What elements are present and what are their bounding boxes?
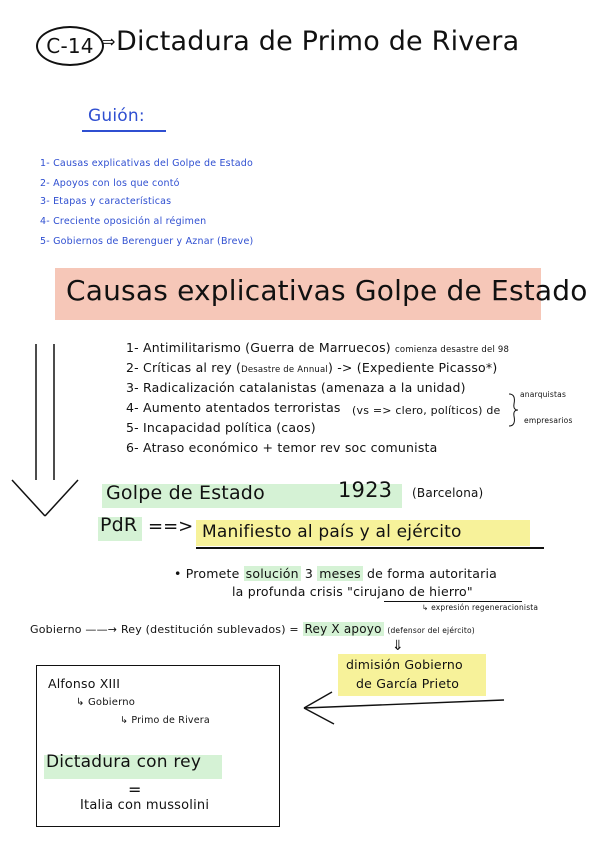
brace-branch-anarquistas: anarquistas: [520, 390, 567, 399]
chapter-badge: C-14: [36, 26, 104, 66]
golpe-year: 1923: [338, 478, 393, 502]
guion-title: Guión:: [88, 106, 145, 126]
cause-1: 1- Antimilitarismo (Guerra de Marruecos) comienza desastre del 98: [126, 340, 510, 355]
golpe-place: (Barcelona): [412, 486, 484, 500]
guion-item-3: 3- Etapas y características: [40, 196, 172, 207]
expresion-note: ↳ expresión regeneracionista: [422, 603, 539, 612]
promete-line-1: • Promete solución 3 meses de forma autoritaria: [174, 566, 497, 581]
equals-sign: =: [128, 780, 142, 799]
dimision-arrow-icon: ⇓: [392, 638, 404, 654]
cause-3: 3- Radicalización catalanistas (amenaza a la unidad): [126, 380, 466, 395]
manifiesto-label: Manifiesto al país y al ejército: [202, 522, 462, 542]
cause-2: 2- Críticas al rey (Desastre de Annual) -> (Expediente Picasso*): [126, 360, 498, 375]
dictadura-con-rey: Dictadura con rey: [46, 752, 202, 772]
guion-item-2: 2- Apoyos con los que contó: [40, 178, 180, 189]
cirujano-underline: [384, 601, 522, 602]
guion-underline: [82, 130, 166, 132]
manifiesto-underline: [196, 547, 544, 549]
guion-item-1: 1- Causas explicativas del Golpe de Estado: [40, 158, 254, 169]
header-arrow-icon: ⇒: [102, 32, 116, 51]
pdr-label: PdR: [100, 514, 138, 536]
promete-line-2: la profunda crisis "cirujano de hierro": [232, 584, 473, 599]
dimision-line-2: de García Prieto: [356, 676, 460, 691]
box-primo: ↳ Primo de Rivera: [120, 715, 210, 726]
guion-item-5: 5- Gobiernos de Berenguer y Aznar (Breve): [40, 236, 254, 247]
box-gobierno: ↳ Gobierno: [76, 697, 136, 708]
italia-label: Italia con mussolini: [80, 798, 210, 813]
cause-6: 6- Atraso económico + temor rev soc comunista: [126, 440, 438, 455]
pdr-arrow-icon: ==>: [148, 516, 194, 537]
brace-branch-empresarios: empresarios: [524, 416, 573, 425]
section-title: Causas explicativas Golpe de Estado: [66, 274, 588, 307]
alfonso-label: Alfonso XIII: [48, 676, 121, 691]
gobierno-line: Gobierno ——→ Rey (destitución sublevados) = Rey X apoyo (defensor del ejército): [30, 622, 475, 636]
guion-item-4: 4- Creciente oposición al régimen: [40, 216, 207, 227]
golpe-label: Golpe de Estado: [106, 482, 265, 504]
page-title: Dictadura de Primo de Rivera: [116, 26, 520, 57]
cause-4: 4- Aumento atentados terroristas: [126, 400, 341, 415]
cause-5: 5- Incapacidad política (caos): [126, 420, 316, 435]
brace-icon: [506, 392, 520, 428]
left-arrow-icon: [298, 688, 508, 728]
brace-note: (vs => clero, políticos) de: [352, 404, 501, 417]
dimision-line-1: dimisión Gobierno: [346, 657, 463, 672]
big-down-arrow-icon: [6, 340, 86, 520]
